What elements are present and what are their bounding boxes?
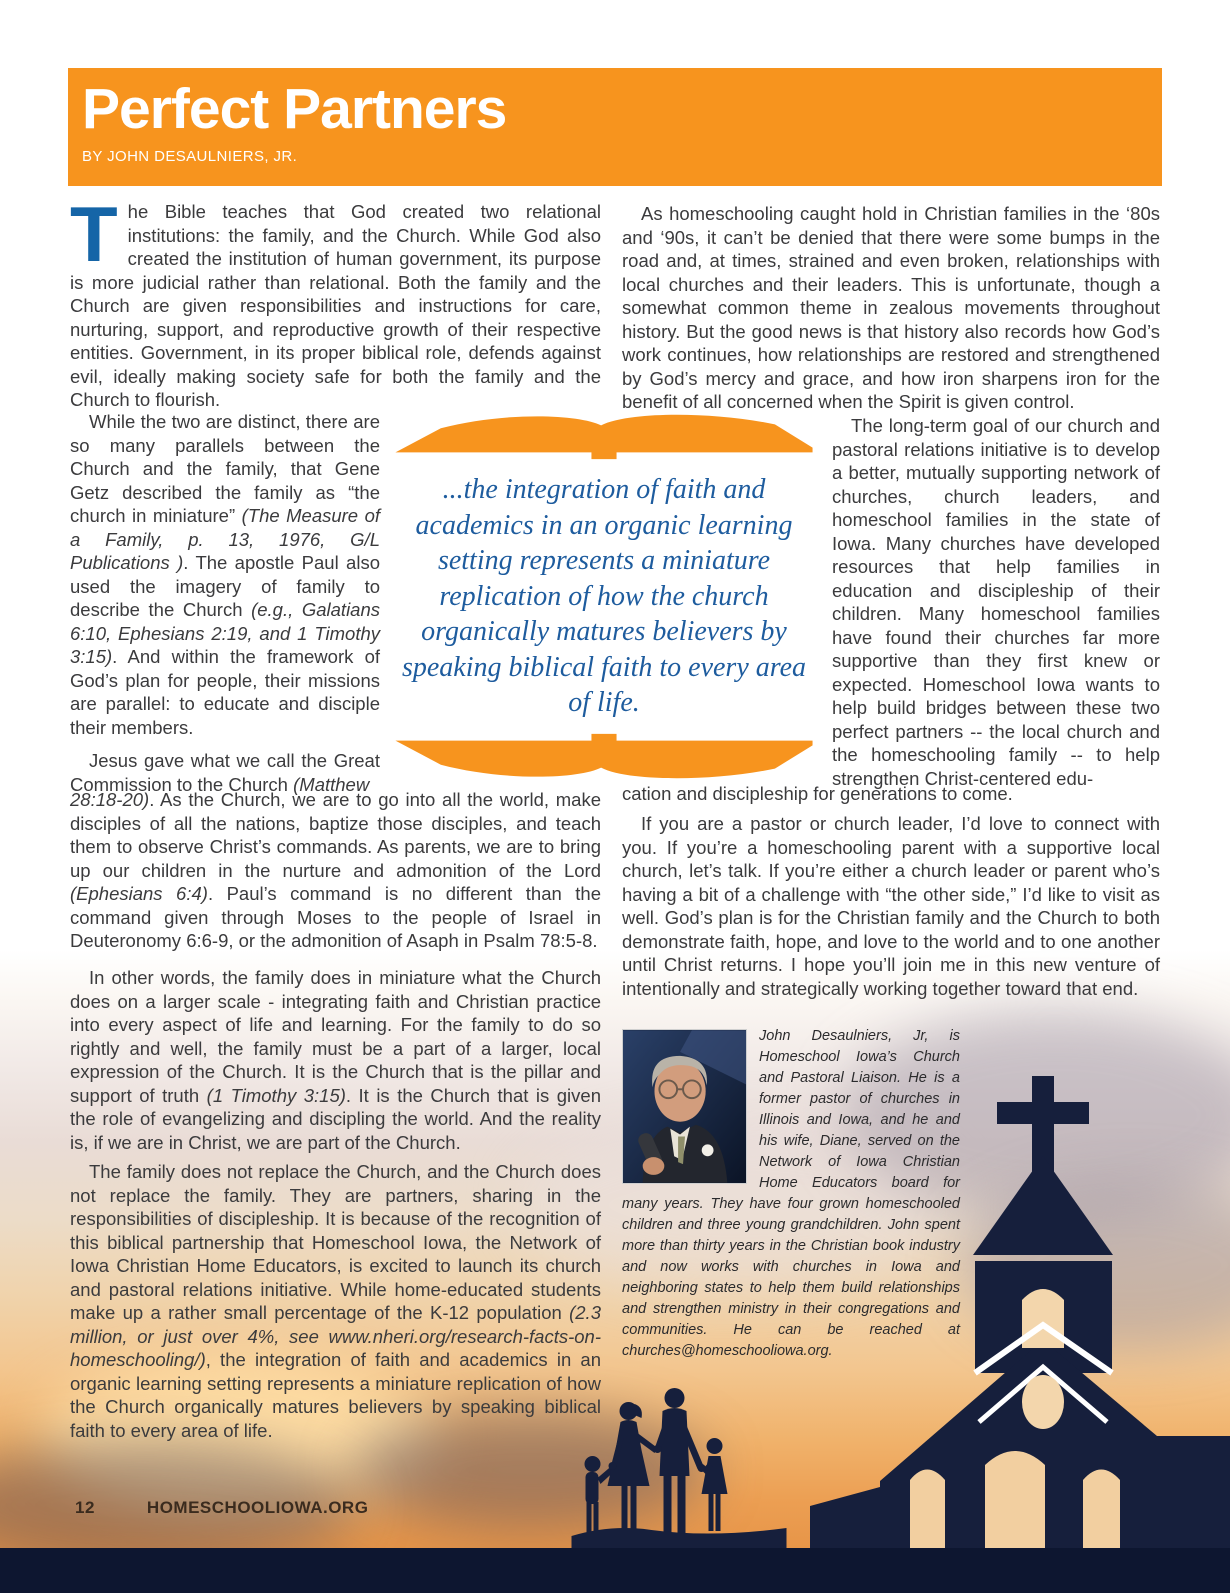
bio-text: John Desaulniers, Jr, is Homeschool Iowa’s Church and Pastoral Liaison. He is a former pastor of churches in Illinois and Iowa, and he and his wife, Diane, served on the Network of Iowa Christian Home Educators board for many years. They have four grown homeschooled children and three young grandchildren. John spent more than thirty years in the Christian book industry and now works with churches in Iowa and neighboring states to help them build relationships and strengthen ministry in their congregations and communities. He can be reached at churches@homeschooliowa.org. xyxy=(622,1028,960,1359)
site-url: HOMESCHOOLIOWA.ORG xyxy=(146,1498,369,1517)
paragraph-7 xyxy=(832,414,1160,800)
page-number: 12 xyxy=(75,1498,95,1517)
paragraph-1-text: he Bible teaches that God created two relational institutions: the family, and the Church. While God also created the institution of human government, its purpose is more judicial rather than relational. Both the family and the Church are given responsibilities and instructions for care, nurturing, support, and reproductive growth of their respective entities. Government, in its proper biblical role, defends against evil, ideally making society safe for both the family and the Church to flourish. xyxy=(70,201,601,410)
paragraph-1 xyxy=(70,190,601,422)
paragraph-5 xyxy=(70,1160,601,1452)
paragraph-8-text: If you are a pastor or church leader, I’d love to connect with you. If you’re a homeschooling parent with a supportive local church, let’s talk. If you’re either a church leader or parent who’s having a bit of a challenge with “the other side,” I’d like to visit as well. God’s plan is for the Christian family and the Church to both demonstrate faith, hope, and love to the world and to one another until Christ returns. I hope you’ll join me in this new venture of intentionally and strategically working together toward that end. xyxy=(622,813,1160,999)
paragraph-6 xyxy=(622,202,1160,424)
drop-cap: T xyxy=(70,190,118,278)
author-portrait xyxy=(623,1030,746,1183)
pull-quote-text: ...the integration of faith and academics in an organic learning setting represents a miniature replication of how the church organically matures believers by speaking biblical faith to every area of life. xyxy=(401,474,807,718)
family-silhouette-icon xyxy=(570,1378,788,1558)
paragraph-5-text: The family does not replace the Church, and the Church does not replace the family. They are partners, sharing in the responsibilities of discipleship. It is because of the recognition of this biblical partnership that Homeschool Iowa, the Network of Iowa Christian Home Educators, is excited to launch its church and pastoral relations initiative. While home-educated students make up a rather small percentage of the K-12 population (2.3 million, or just over 4%, see www.nheri.org/research-facts-on-homeschooling/), the integration of faith and academics in an organic learning setting represents a miniature replication of how the Church organically matures believers by speaking biblical faith to every area of life. xyxy=(70,1161,601,1441)
paragraph-8 xyxy=(622,812,1160,1010)
paragraph-2 xyxy=(70,410,380,806)
author-bio xyxy=(622,1026,960,1362)
open-book-icon xyxy=(385,729,823,785)
pull-quote xyxy=(385,408,823,785)
header-banner xyxy=(68,68,1162,186)
footer-bar xyxy=(0,1548,1230,1593)
paragraph-4-text: In other words, the family does in miniature what the Church does on a larger scale - integrating faith and Christian practice into every aspect of life and learning. For the family to do so rightly and well, the family must be a part of a larger, local expression of the Church. It is the Church that is the pillar and support of truth (1 Timothy 3:15). It is the Church that is given the role of evangelizing and discipling the world. And the reality is, if we are in Christ, we are part of the Church. xyxy=(70,967,601,1153)
footer xyxy=(75,1498,368,1518)
article-title: Perfect Partners xyxy=(82,77,507,141)
author-photo xyxy=(622,1029,747,1184)
article-byline: BY JOHN DESAULNIERS, JR. xyxy=(82,147,298,165)
paragraph-7-text: The long-term goal of our church and pastoral relations initiative is to develop a better, mutually supporting network of churches, church leaders, and homeschool families in the state of Iowa. Many churches have developed resources that help families in education and discipleship of their children. Many homeschool families have found their churches far more supportive than they first knew or expected. Homeschool Iowa wants to help build bridges between these two perfect partners -- the local church and the homeschooling family -- to help strengthen Christ-centered edu- xyxy=(832,415,1160,789)
paragraph-4 xyxy=(70,966,601,1164)
paragraph-3-text: 28:18-20). As the Church, we are to go into all the world, make disciples of all the nations, baptize those disciples, and teach them to observe Christ’s commands. As parents, we are to bring up our children in the nurture and admonition of the Lord (Ephesians 6:4). Paul’s command is no different than the command given through Moses to the people of Israel in Deuteronomy 6:6-9, or the admonition of Asaph in Psalm 78:5-8. xyxy=(70,789,601,951)
paragraph-6-text: As homeschooling caught hold in Christian families in the ‘80s and ‘90s, it can’t be denied that there were some bumps in the road and, at times, strained and even broken, relationships with local churches and their leaders. This is unfortunate, though a somewhat common theme in zealous movements throughout history. But the good news is that history also records how God’s work continues, how relationships are restored and strengthened by God’s mercy and grace, and how iron sharpens iron for the benefit of all concerned when the Spirit is given control. xyxy=(622,203,1160,412)
paragraph-3-start: Jesus gave what we call the Great Commission to the Church (Matthew xyxy=(70,750,380,795)
paragraph-7-continued xyxy=(622,782,1160,816)
paragraph-2-text: While the two are distinct, there are so many parallels between the Church and the family, that Gene Getz described the family as “the church in miniature” (The Measure of a Family, p. 13, 1976, G/L Publications ). The apostle Paul also used the imagery of family to describe the Church (e.g., Galatians 6:10, Ephesians 2:19, and 1 Timothy 3:15). And within the framework of God’s plan for people, their missions are parallel: to educate and disciple their members. xyxy=(70,411,381,738)
paragraph-7-continued-text: cation and discipleship for generations to come. xyxy=(622,783,1013,804)
paragraph-3-continued xyxy=(70,788,601,963)
